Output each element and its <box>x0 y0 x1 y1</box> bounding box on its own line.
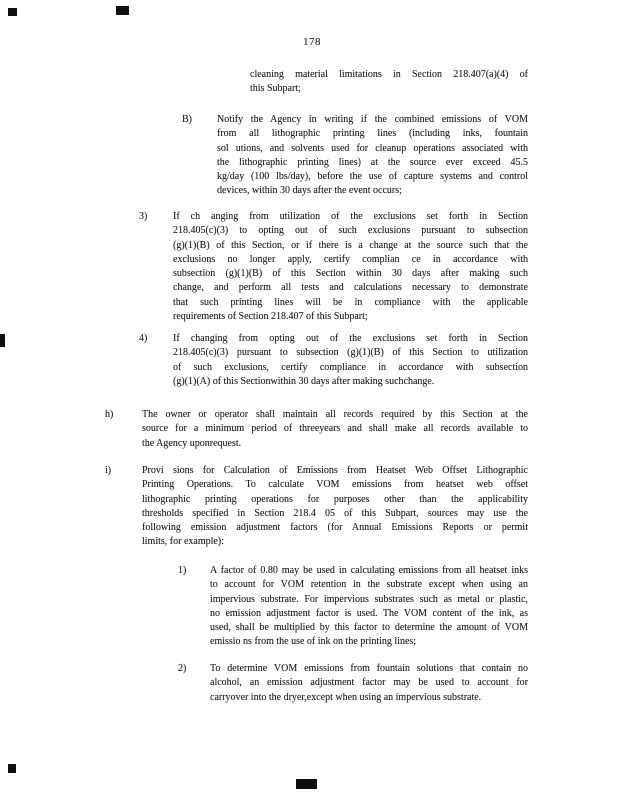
text-line: alcohol, an emission adjustment factor may be used to account for <box>210 677 528 689</box>
text-line: this Subpart; <box>250 83 301 95</box>
text-line: (g)(1)(A) of this Sectionwithin 30 days after making suchchange. <box>173 375 435 387</box>
paragraph-body <box>210 662 528 705</box>
text-line: the Agency uponrequest. <box>142 437 242 449</box>
text-line: no emission adjustment factor is used. The VOM content of the ink, as <box>210 607 528 619</box>
text-line: following emission adjustment factors (for Annual Emissions Reports or permit <box>142 522 528 534</box>
list-marker: 4) <box>139 333 148 344</box>
scan-mark-artifact <box>0 334 5 347</box>
list-marker: 3) <box>139 211 148 222</box>
text-line: To determine VOM emissions from fountain solutions that contain no <box>210 663 528 674</box>
list-marker: 1) <box>178 565 187 576</box>
text-line: exclusions no longer apply, certify complian ce in accordance with <box>173 253 528 265</box>
list-marker: B) <box>182 114 192 125</box>
text-line: impervious substrate. For impervious substrates such as metal or plastic, <box>210 593 528 605</box>
text-line: from all lithographic printing lines (including inks, fountain <box>217 128 528 140</box>
paragraph-body <box>142 408 528 451</box>
page-number: 178 <box>303 36 321 48</box>
text-line: Provi sions for Calculation of Emissions from Heatset Web Offset Lithographic <box>142 465 528 476</box>
text-line: 218.405(c)(3) to opting out of such exclusions pursuant to subsection <box>173 225 528 237</box>
text-line: Notify the Agency in writing if the combined emissions of VOM <box>217 114 528 125</box>
text-line: thresholds specified in Section 218.4 05 of this Subpart, sources may use the <box>142 507 528 519</box>
paragraph-body <box>250 68 528 97</box>
text-line: The owner or operator shall maintain all records required by this Section at the <box>142 409 528 420</box>
list-marker: i) <box>105 465 112 476</box>
list-marker: 2) <box>178 663 187 674</box>
text-line: of such exclusions, certify compliance in accordance with subsection <box>173 361 528 373</box>
text-line: Printing Operations. To calculate VOM emissions from heatset web offset <box>142 479 528 491</box>
text-line: used, shall be multiplied by this factor to determine the amount of VOM <box>210 622 528 634</box>
text-line: (g)(1)(B) of this Section, or if there is a change at the source such that the <box>173 239 528 251</box>
text-line: change, and perform all tests and calculations necessary to demonstrate <box>173 282 528 294</box>
text-line: source for a minimum period of threeyears and shall make all records available to <box>142 423 528 435</box>
text-line: 218.405(c)(3) pursuant to subsection (g)(1)(B) of this Section to utilization <box>173 347 528 359</box>
text-line: requirements of Section 218.407 of this Subpart; <box>173 311 368 323</box>
scan-mark-artifact <box>296 779 317 789</box>
text-line: If changing from opting out of the exclusions set forth in Section <box>173 333 528 344</box>
paragraph-body <box>210 564 528 650</box>
text-line: to account for VOM retention in the substrate except when using an <box>210 579 528 591</box>
text-line: A factor of 0.80 may be used in calculating emissions from all heatset inks <box>210 565 528 576</box>
text-line: sol utions, and solvents used for cleanup operations associated with <box>217 142 528 154</box>
paragraph-body <box>142 464 528 550</box>
text-line: If ch anging from utilization of the exclusions set forth in Section <box>173 211 528 222</box>
scan-mark-artifact <box>116 6 129 15</box>
text-line: the lithographic printing lines) at the source ever exceed 45.5 <box>217 156 528 168</box>
text-line: kg/day (100 lbs/day), before the use of capture systems and control <box>217 171 528 183</box>
paragraph-body <box>173 332 528 389</box>
text-line: subsection (g)(1)(B) of this Section within 30 days after making such <box>173 268 528 280</box>
text-line: limits, for example): <box>142 536 224 548</box>
list-marker: h) <box>105 409 114 420</box>
text-line: lithographic printing operations for purposes other than the applicability <box>142 493 528 505</box>
paragraph-body <box>217 113 528 199</box>
paragraph-body <box>173 210 528 324</box>
scan-mark-artifact <box>8 764 16 773</box>
scan-mark-artifact <box>8 8 17 16</box>
text-line: cleaning material limitations in Section 218.407(a)(4) of <box>250 69 528 80</box>
text-line: carryover into the dryer,except when using an impervious substrate. <box>210 691 482 703</box>
text-line: emissio ns from the use of ink on the printing lines; <box>210 636 417 648</box>
text-line: devices, within 30 days after the event occurs; <box>217 185 402 197</box>
text-line: that such printing lines will be in compliance with the applicable <box>173 296 528 308</box>
